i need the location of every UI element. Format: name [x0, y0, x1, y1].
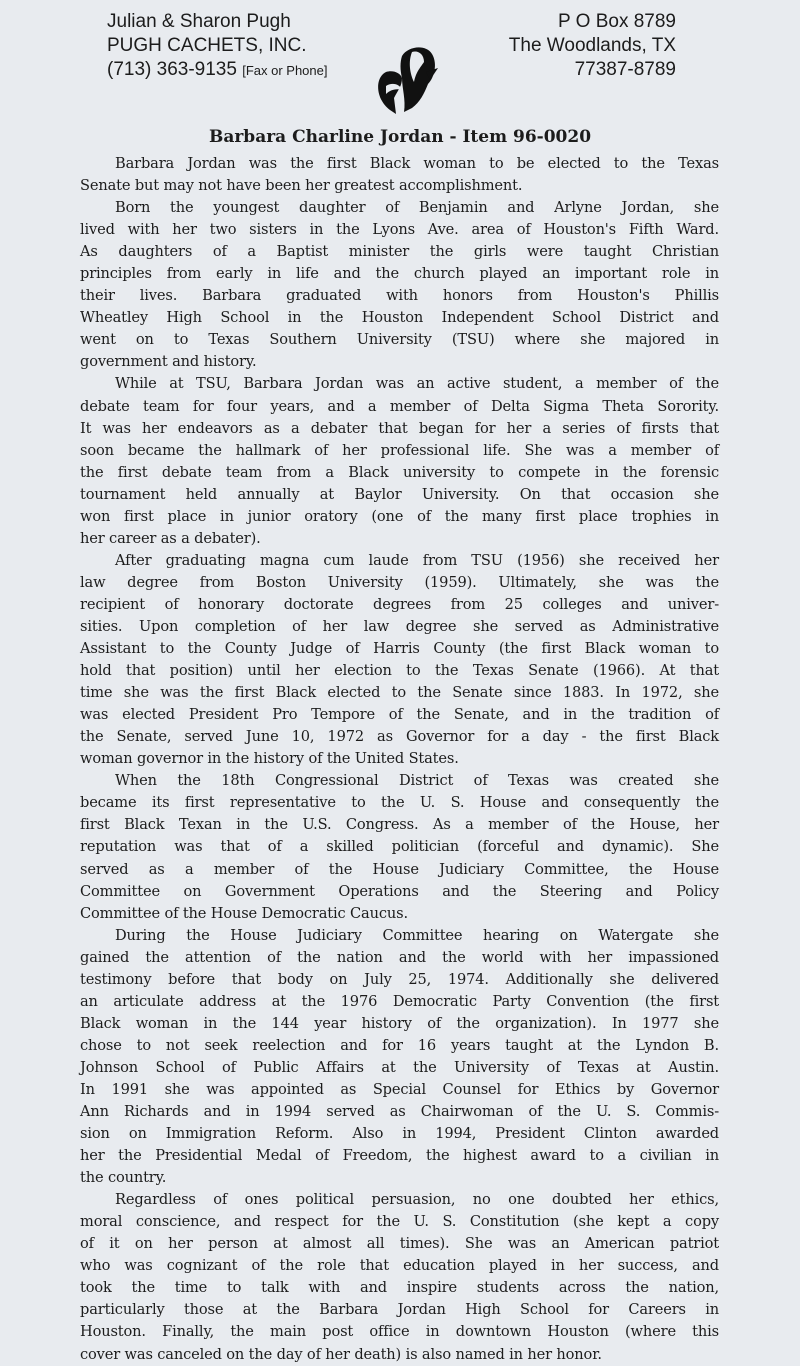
- text-line: Senate but may not have been her greatest accomplishment.: [80, 177, 523, 195]
- paragraph: [80, 153, 719, 197]
- paragraph: [80, 1189, 719, 1365]
- text-line: became its first representative to the U. S. House and consequently the: [80, 794, 719, 812]
- text-line: government and history.: [80, 353, 257, 371]
- text-line: particularly those at the Barbara Jordan High School for Careers in: [80, 1301, 719, 1319]
- text-line: soon became the hallmark of her professional life. She was a member of: [80, 441, 719, 459]
- text-line: testimony before that body on July 25, 1974. Additionally she delivered: [80, 970, 719, 988]
- text-line: recipient of honorary doctorate degrees from 25 colleges and univer-: [80, 595, 719, 613]
- text-line: Regardless of ones political persuasion, no one doubted her ethics,: [115, 1191, 719, 1209]
- text-line: gained the attention of the nation and the world with her impassioned: [80, 948, 719, 966]
- text-line: the country.: [80, 1169, 167, 1187]
- paragraph: [80, 925, 719, 1190]
- company-name: PUGH CACHETS, INC.: [107, 35, 307, 56]
- text-line: When the 18th Congressional District of Texas was created she: [115, 772, 719, 790]
- text-line: Johnson School of Public Affairs at the University of Texas at Austin.: [80, 1058, 719, 1076]
- text-line: served as a member of the House Judiciary Committee, the House: [80, 860, 719, 878]
- text-line: During the House Judiciary Committee hearing on Watergate she: [115, 926, 719, 944]
- zip-code: 77387-8789: [574, 59, 676, 80]
- document-title: Barbara Charline Jordan - Item 96-0020: [208, 127, 592, 147]
- text-line: Committee on Government Operations and the Steering and Policy: [80, 882, 719, 900]
- text-line: time she was the first Black elected to the Senate since 1883. In 1972, she: [80, 684, 719, 702]
- paragraph: [80, 197, 719, 373]
- text-line: As daughters of a Baptist minister the girls were taught Christian: [80, 243, 719, 261]
- text-line: Committee of the House Democratic Caucus.: [80, 904, 408, 922]
- sender-block: [107, 10, 328, 83]
- text-line: went on to Texas Southern University (TSU) where she majored in: [80, 331, 719, 349]
- text-line: In 1991 she was appointed as Special Counsel for Ethics by Governor: [80, 1080, 719, 1098]
- text-line: moral conscience, and respect for the U. S. Constitution (she kept a copy: [80, 1213, 719, 1231]
- po-box: P O Box 8789: [558, 11, 676, 32]
- text-line: their lives. Barbara graduated with honors from Houston's Phillis: [80, 287, 719, 305]
- paragraph: [80, 373, 719, 549]
- address-block: [509, 10, 676, 82]
- text-line: Black woman in the 144 year history of the organization). In 1977 she: [80, 1014, 719, 1032]
- text-line: the Senate, served June 10, 1972 as Governor for a day - the first Black: [80, 728, 719, 746]
- text-line: Ann Richards and in 1994 served as Chairwoman of the U. S. Commis-: [80, 1103, 719, 1121]
- text-line: was elected President Pro Tempore of the Senate, and in the tradition of: [80, 706, 719, 724]
- paragraph: [80, 550, 719, 770]
- phone-number: (713) 363-9135: [107, 59, 237, 80]
- text-line: principles from early in life and the church played an important role in: [80, 265, 719, 283]
- paragraph: [80, 770, 719, 924]
- text-line: lived with her two sisters in the Lyons Ave. area of Houston's Fifth Ward.: [80, 221, 719, 239]
- text-line: cover was canceled on the day of her death) is also named in her honor.: [80, 1345, 602, 1363]
- text-line: debate team for four years, and a member of Delta Sigma Theta Sorority.: [80, 397, 719, 415]
- text-line: reputation was that of a skilled politician (forceful and dynamic). She: [80, 838, 719, 856]
- skunk-logo-icon: [372, 42, 444, 116]
- text-line: sion on Immigration Reform. Also in 1994, President Clinton awarded: [80, 1125, 719, 1143]
- text-line: first Black Texan in the U.S. Congress. As a member of the House, her: [80, 816, 719, 834]
- text-line: After graduating magna cum laude from TSU (1956) she received her: [115, 551, 719, 569]
- text-line: hold that position) until her election to the Texas Senate (1966). At that: [80, 662, 719, 680]
- phone-note: [Fax or Phone]: [242, 63, 328, 78]
- text-line: Wheatley High School in the Houston Independent School District and: [80, 309, 719, 327]
- text-line: Houston. Finally, the main post office in downtown Houston (where this: [80, 1323, 719, 1341]
- text-line: Assistant to the County Judge of Harris County (the first Black woman to: [80, 640, 719, 658]
- text-line: Born the youngest daughter of Benjamin and Arlyne Jordan, she: [115, 199, 719, 217]
- document-body: [80, 153, 719, 1366]
- text-line: woman governor in the history of the United States.: [80, 750, 459, 768]
- text-line: While at TSU, Barbara Jordan was an active student, a member of the: [115, 375, 719, 393]
- sender-names: Julian & Sharon Pugh: [107, 11, 291, 32]
- text-line: law degree from Boston University (1959). Ultimately, she was the: [80, 573, 719, 591]
- text-line: Barbara Jordan was the first Black woman to be elected to the Texas: [115, 155, 719, 172]
- text-line: It was her endeavors as a debater that began for her a series of firsts that: [80, 419, 719, 437]
- text-line: her career as a debater).: [80, 529, 261, 547]
- text-line: an articulate address at the 1976 Democratic Party Convention (the first: [80, 992, 719, 1010]
- text-line: of it on her person at almost all times). She was an American patriot: [80, 1235, 719, 1253]
- text-line: took the time to talk with and inspire students across the nation,: [80, 1279, 719, 1297]
- text-line: sities. Upon completion of her law degree she served as Administrative: [80, 617, 719, 635]
- text-line: tournament held annually at Baylor University. On that occasion she: [80, 485, 719, 503]
- text-line: her the Presidential Medal of Freedom, the highest award to a civilian in: [80, 1147, 719, 1165]
- text-line: who was cognizant of the role that education played in her success, and: [80, 1257, 719, 1275]
- text-line: the first debate team from a Black university to compete in the forensic: [80, 463, 719, 481]
- text-line: won first place in junior oratory (one of the many first place trophies in: [80, 507, 719, 525]
- text-line: chose to not seek reelection and for 16 years taught at the Lyndon B.: [80, 1036, 719, 1054]
- city-state: The Woodlands, TX: [508, 35, 676, 56]
- phone-line: [107, 58, 328, 83]
